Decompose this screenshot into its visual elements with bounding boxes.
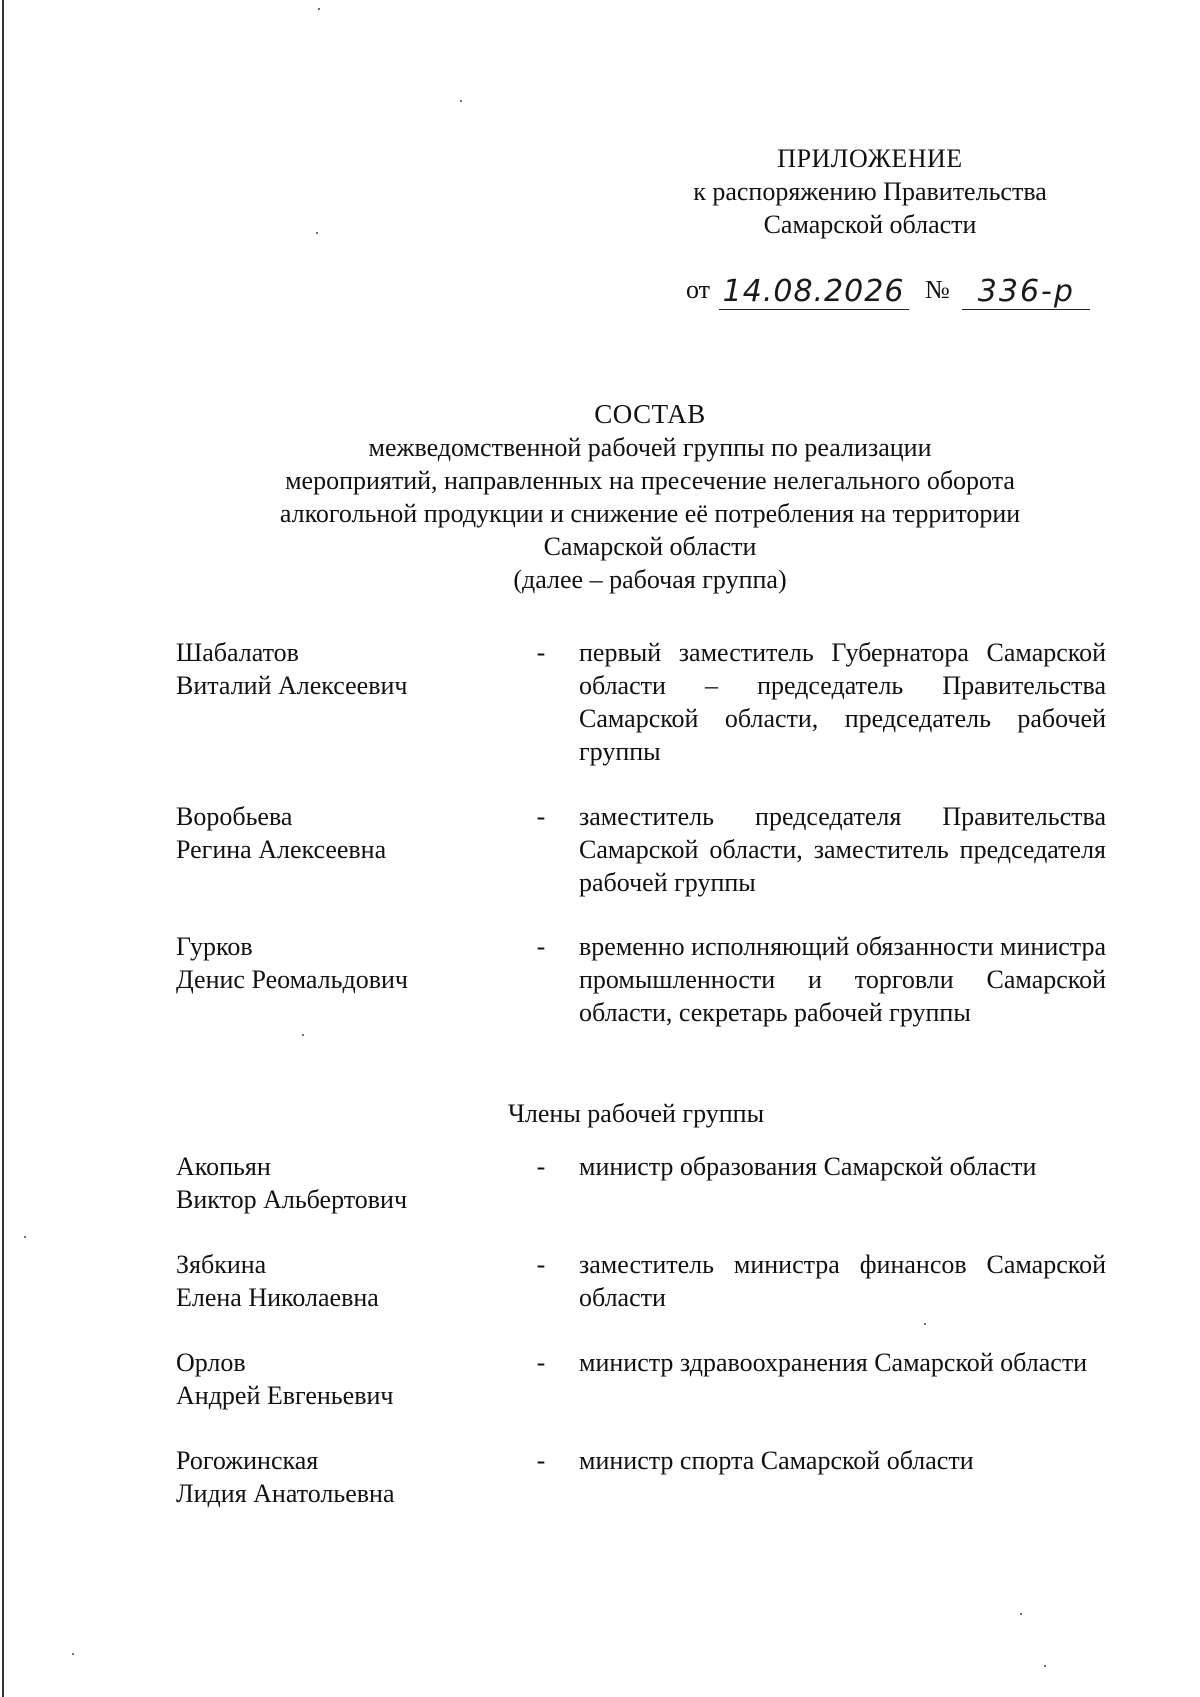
member-given-name: Лидия Анатольевна: [176, 1479, 395, 1508]
member-surname: Акопьян: [176, 1152, 271, 1181]
scan-speck: [1044, 1665, 1046, 1667]
heading-line: мероприятий, направленных на пресечение нелегального оборота: [285, 466, 1015, 495]
member-given-name: Виктор Альбертович: [176, 1185, 408, 1214]
member-given-name: Виталий Алексеевич: [176, 671, 408, 700]
heading-line: (далее – рабочая группа): [513, 565, 787, 594]
member-name: [176, 636, 506, 702]
scan-speck: [316, 232, 318, 234]
heading-line: алкогольной продукции и снижение её потребления на территории: [279, 499, 1021, 528]
member-name: [176, 930, 506, 996]
entry-dash: -: [536, 1446, 546, 1475]
member-given-name: Елена Николаевна: [176, 1283, 379, 1312]
appendix-title: ПРИЛОЖЕНИЕ: [777, 144, 963, 173]
scan-speck: [302, 1034, 304, 1036]
member-surname: Воробьева: [176, 802, 293, 831]
scan-speck: [924, 1323, 926, 1325]
member-given-name: Андрей Евгеньевич: [176, 1381, 394, 1410]
entry-dash: -: [536, 802, 546, 831]
entry-dash: -: [536, 1250, 546, 1279]
heading-title: СОСТАВ: [594, 399, 706, 429]
number-sign: №: [925, 275, 950, 304]
member-role: заместитель министра финансов Самарской области: [579, 1250, 1106, 1312]
member-surname: Зябкина: [176, 1250, 267, 1279]
members-heading: Члены рабочей группы: [508, 1099, 765, 1128]
scan-speck: [1020, 1613, 1022, 1615]
member-surname: Шабалатов: [176, 638, 299, 667]
document-heading: [200, 398, 1100, 596]
member-name: [176, 1444, 506, 1510]
member-name: [176, 1346, 506, 1412]
member-name: [176, 800, 506, 866]
member-given-name: Денис Реомальдович: [176, 965, 408, 994]
heading-line: межведомственной рабочей группы по реализации: [368, 433, 932, 462]
order-date-number: [686, 270, 1090, 310]
member-role: временно исполняющий обязанности министра промышленности и торговли Самарской области, секретарь рабочей группы: [579, 932, 1106, 1027]
appendix-line-2: Самарской области: [763, 210, 977, 239]
member-role: министр образования Самарской области: [579, 1152, 1037, 1181]
entry-dash: -: [536, 932, 546, 961]
entry-dash: -: [536, 638, 546, 667]
member-surname: Гурков: [176, 932, 253, 961]
member-role: первый заместитель Губернатора Самарской области – председатель Правительства Самарской области, председатель рабочей группы: [579, 638, 1106, 766]
heading-line: Самарской области: [543, 532, 757, 561]
member-role: министр здравоохранения Самарской области: [579, 1348, 1088, 1377]
scan-speck: [24, 1236, 26, 1238]
member-surname: Орлов: [176, 1348, 246, 1377]
scan-speck: [318, 8, 320, 10]
scan-speck: [460, 100, 462, 102]
member-role: заместитель председателя Правительства Самарской области, заместитель председателя рабочей группы: [579, 802, 1106, 897]
scan-speck: [72, 1653, 74, 1655]
appendix-header: [660, 142, 1080, 241]
entry-dash: -: [536, 1348, 546, 1377]
member-name: [176, 1150, 506, 1216]
handwritten-number: 336-р: [962, 275, 1090, 310]
member-given-name: Регина Алексеевна: [176, 835, 387, 864]
entry-dash: -: [536, 1152, 546, 1181]
handwritten-date: 14.08.2026: [719, 275, 909, 310]
member-role: министр спорта Самарской области: [579, 1446, 974, 1475]
member-surname: Рогожинская: [176, 1446, 319, 1475]
scan-left-edge: [2, 0, 4, 1697]
member-name: [176, 1248, 506, 1314]
date-prefix: от: [686, 275, 711, 304]
appendix-line-1: к распоряжению Правительства: [693, 177, 1047, 206]
